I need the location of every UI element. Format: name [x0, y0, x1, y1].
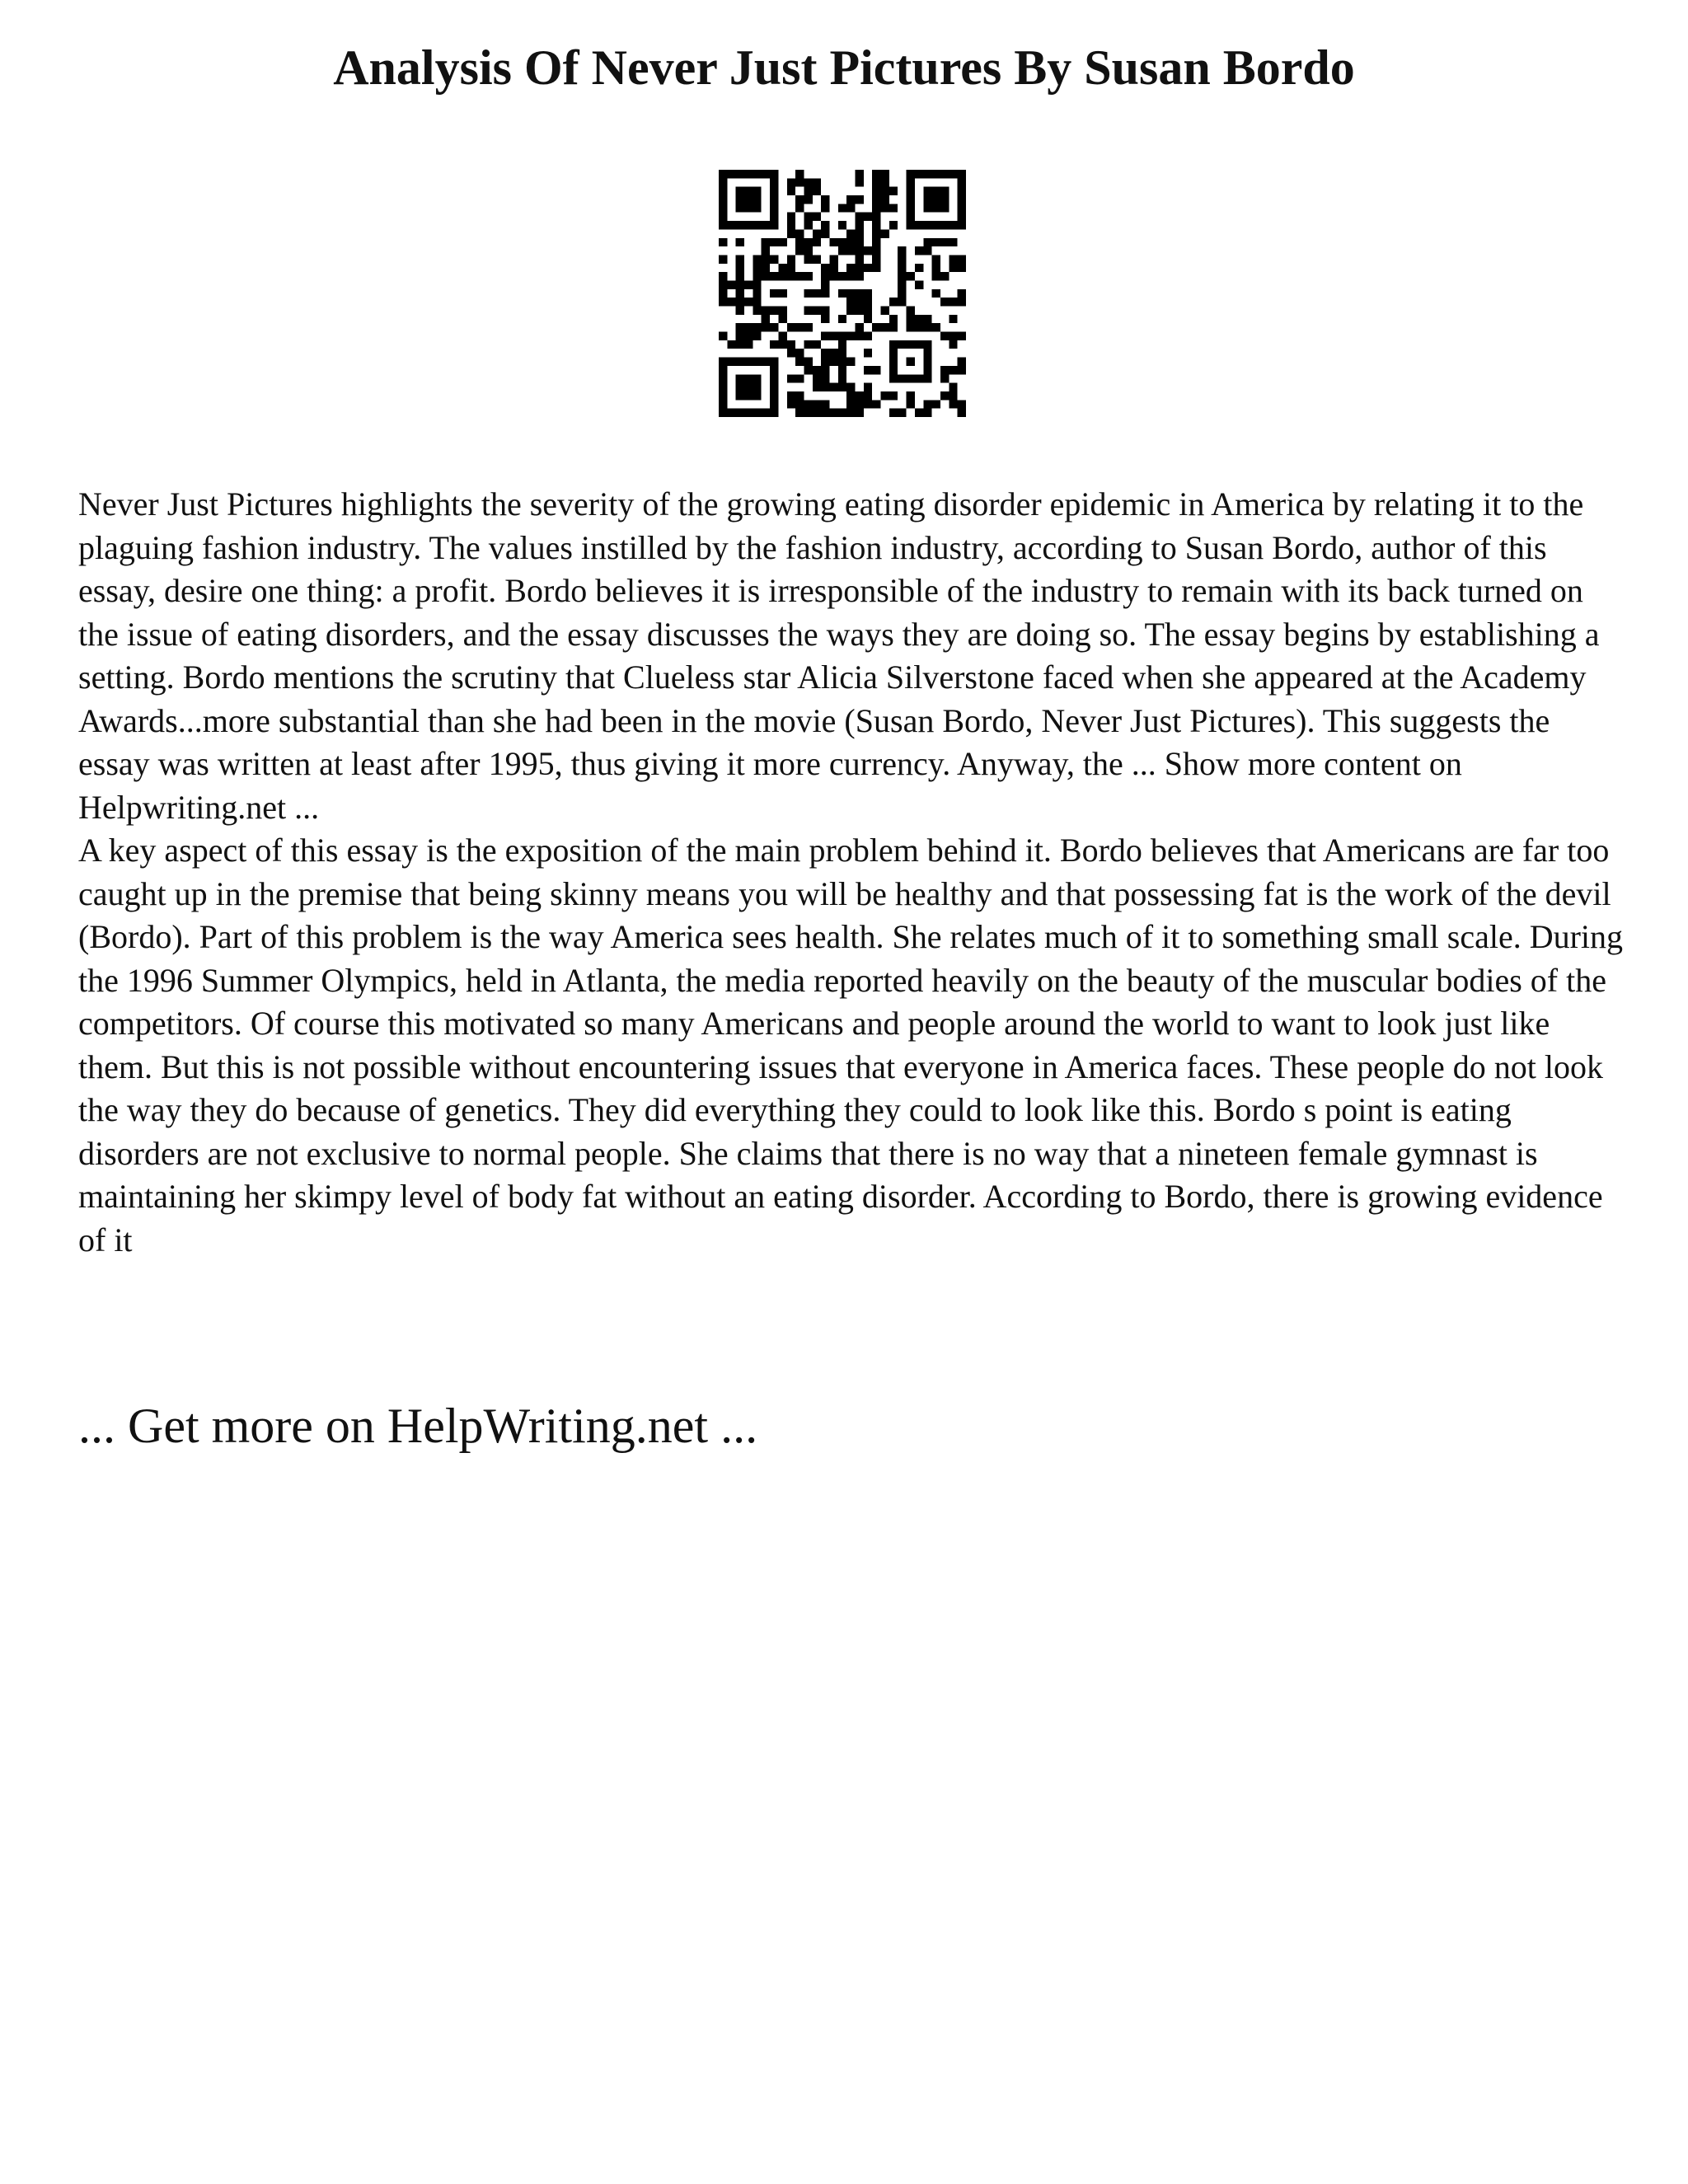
paragraph-1: Never Just Pictures highlights the severity of the growing eating disorder epidemic in America by relating it to the plaguing fashion industry. The values instilled by the fashion industry, according to Susan Bordo, author of this essay, desire one thing: a profit. Bordo believes it is irresponsible of the industry to remain with its back turned on the issue of eating disorders, and the essay discusses the ways they are doing so. The essay begins by establishing a setting. Bordo mentions the scrutiny that Clueless star Alicia Silverstone faced when she appeared at the Academy Awards...more substantial than she had been in the movie (Susan Bordo, Never Just Pictures). This suggests the essay was written at least after 1995, thus giving it more currency. Anyway, the ... Show more content on Helpwriting.net ... [78, 485, 1600, 826]
get-more-link[interactable]: ... Get more on HelpWriting.net ... [78, 1399, 758, 1453]
qr-code-icon[interactable] [719, 170, 966, 417]
paragraph-2: A key aspect of this essay is the exposition of the main problem behind it. Bordo believes that Americans are far too caught up in the premise that being skinny means you will be healthy and that possessing fat is the work of the devil (Bordo). Part of this problem is the way America sees health. She relates much of it to something small scale. During the 1996 Summer Olympics, held in Atlanta, the media reported heavily on the beauty of the muscular bodies of the competitors. Of course this motivated so many Americans and people around the world to want to look just like them. But this is not possible without encountering issues that everyone in America faces. These people do not look the way they do because of genetics. They did everything they could to look like this. Bordo s point is eating disorders are not exclusive to normal people. She claims that there is no way that a nineteen female gymnast is maintaining her skimpy level of body fat without an eating disorder. According to Bordo, there is growing evidence of it [78, 832, 1624, 1258]
document-title: Analysis Of Never Just Pictures By Susan Bordo [333, 40, 1355, 95]
document-body [78, 483, 1628, 1262]
